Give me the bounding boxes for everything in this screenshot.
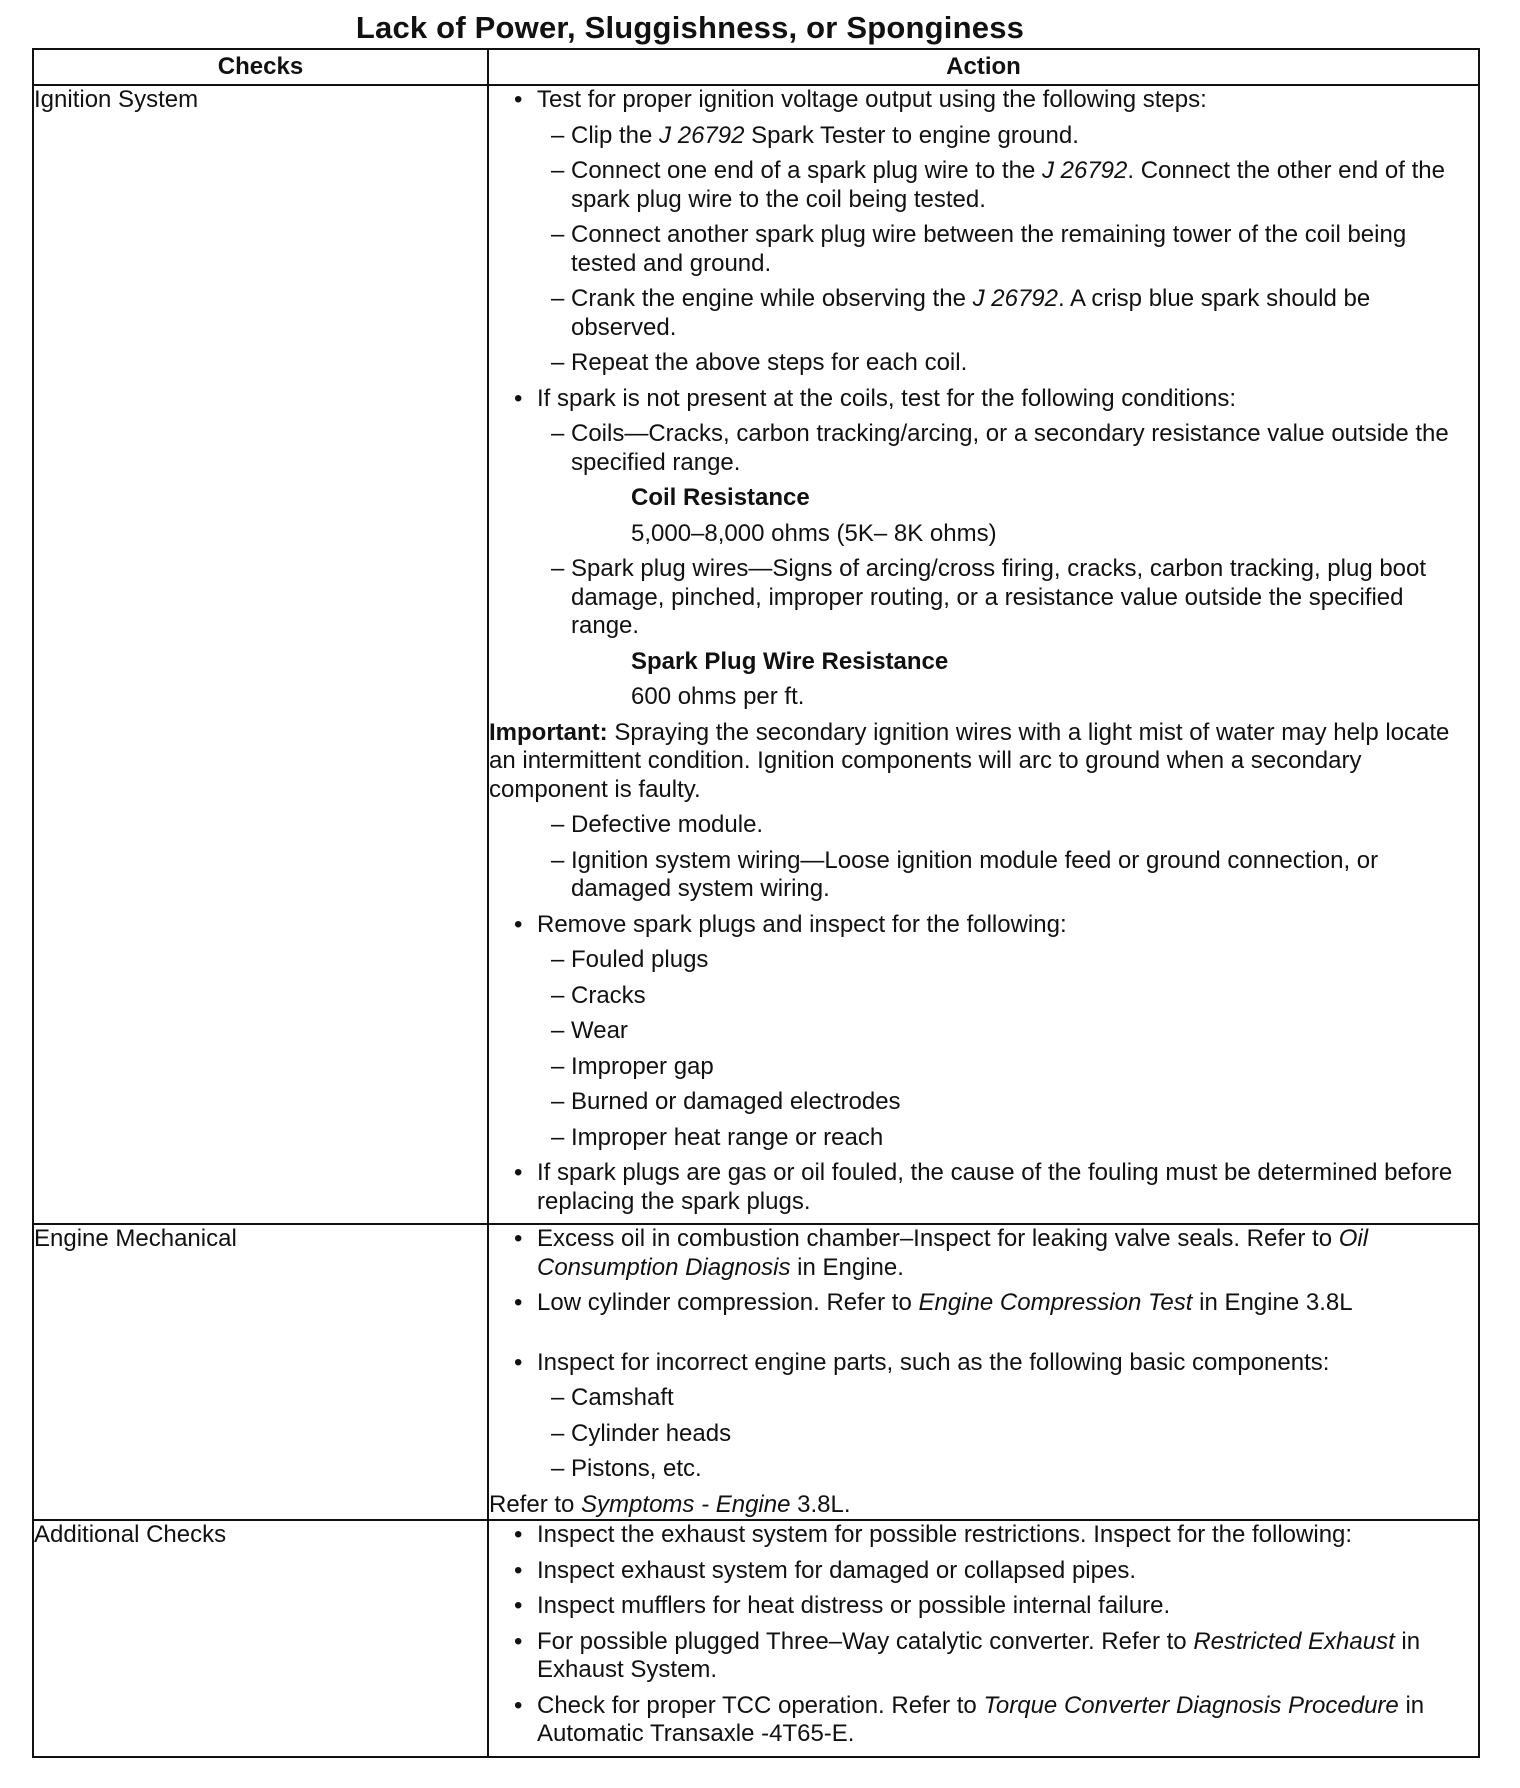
- list-item: • Inspect exhaust system for damaged or collapsed pipes.: [489, 1557, 1478, 1586]
- check-engine-mechanical: Engine Mechanical: [33, 1224, 488, 1520]
- refer-note: Refer to Symptoms - Engine 3.8L.: [489, 1490, 851, 1518]
- table-row-engine-mechanical: [33, 1224, 1479, 1520]
- check-additional-checks: Additional Checks: [33, 1520, 488, 1757]
- list-item: – Cracks: [489, 982, 1478, 1011]
- list-item: – Spark plug wires—Signs of arcing/cross firing, cracks, carbon tracking, plug boot damage, pinched, improper routing, or a resistance value outside the specified range.: [489, 555, 1478, 641]
- list-item: – Improper gap: [489, 1053, 1478, 1082]
- list-item: – Burned or damaged electrodes: [489, 1088, 1478, 1117]
- page-title: Lack of Power, Sluggishness, or Sponginess: [355, 10, 1025, 45]
- list-item: • Inspect for incorrect engine parts, such as the following basic components:: [489, 1349, 1478, 1378]
- spacer: [489, 1325, 1478, 1349]
- table-row-ignition-system: [33, 85, 1479, 1224]
- list-item: – Coils—Cracks, carbon tracking/arcing, or a secondary resistance value outside the specified range.: [489, 420, 1478, 477]
- header-checks: Checks: [33, 49, 488, 85]
- list-item: – Connect another spark plug wire between the remaining tower of the coil being tested and ground.: [489, 221, 1478, 278]
- list-item: – Connect one end of a spark plug wire to the J 26792. Connect the other end of the spark plug wire to the coil being tested.: [489, 157, 1478, 214]
- list-item: • Test for proper ignition voltage output using the following steps:: [489, 86, 1478, 115]
- list-item: – Fouled plugs: [489, 946, 1478, 975]
- list-item: • Remove spark plugs and inspect for the following:: [489, 911, 1478, 940]
- list-item: – Improper heat range or reach: [489, 1124, 1478, 1153]
- list-item: – Clip the J 26792 Spark Tester to engine ground.: [489, 122, 1478, 151]
- list-item: – Crank the engine while observing the J 26792. A crisp blue spark should be observed.: [489, 285, 1478, 342]
- list-item: – Camshaft: [489, 1384, 1478, 1413]
- list-item: • If spark plugs are gas or oil fouled, the cause of the fouling must be determined before replacing the spark plugs.: [489, 1159, 1478, 1216]
- list-item: • Excess oil in combustion chamber–Inspect for leaking valve seals. Refer to Oil Consumption Diagnosis in Engine.: [489, 1225, 1478, 1282]
- coil-resistance-value: 5,000–8,000 ohms (5K– 8K ohms): [631, 519, 997, 547]
- header-action: Action: [488, 49, 1479, 85]
- list-item: – Cylinder heads: [489, 1420, 1478, 1449]
- coil-resistance-label: Coil Resistance: [631, 484, 810, 511]
- list-item: – Repeat the above steps for each coil.: [489, 349, 1478, 378]
- action-engine-mechanical: [488, 1224, 1479, 1520]
- list-item: – Pistons, etc.: [489, 1455, 1478, 1484]
- list-item: – Defective module.: [489, 811, 1478, 840]
- list-item: – Ignition system wiring—Loose ignition module feed or ground connection, or damaged system wiring.: [489, 847, 1478, 904]
- diagnosis-table: [32, 48, 1480, 1758]
- action-additional-checks: [488, 1520, 1479, 1757]
- list-item: • For possible plugged Three–Way catalytic converter. Refer to Restricted Exhaust in Exhaust System.: [489, 1628, 1478, 1685]
- check-ignition-system: Ignition System: [33, 85, 488, 1224]
- list-item: • Inspect mufflers for heat distress or possible internal failure.: [489, 1592, 1478, 1621]
- list-item: • Check for proper TCC operation. Refer to Torque Converter Diagnosis Procedure in Automatic Transaxle -4T65-E.: [489, 1692, 1478, 1749]
- action-ignition-system: [488, 85, 1479, 1224]
- table-row-additional-checks: [33, 1520, 1479, 1757]
- table-header-row: [33, 49, 1479, 85]
- list-item: • Low cylinder compression. Refer to Engine Compression Test in Engine 3.8L: [489, 1289, 1478, 1318]
- wire-resistance-label: Spark Plug Wire Resistance: [631, 647, 949, 675]
- list-item: – Wear: [489, 1017, 1478, 1046]
- important-note: Important: Spraying the secondary ignition wires with a light mist of water may help locate an intermittent condition. Ignition components will arc to ground when a secondary component is faulty.: [489, 718, 1450, 803]
- wire-resistance-value: 600 ohms per ft.: [631, 683, 805, 710]
- list-item: • If spark is not present at the coils, test for the following conditions:: [489, 385, 1478, 414]
- list-item: • Inspect the exhaust system for possible restrictions. Inspect for the following:: [489, 1521, 1478, 1550]
